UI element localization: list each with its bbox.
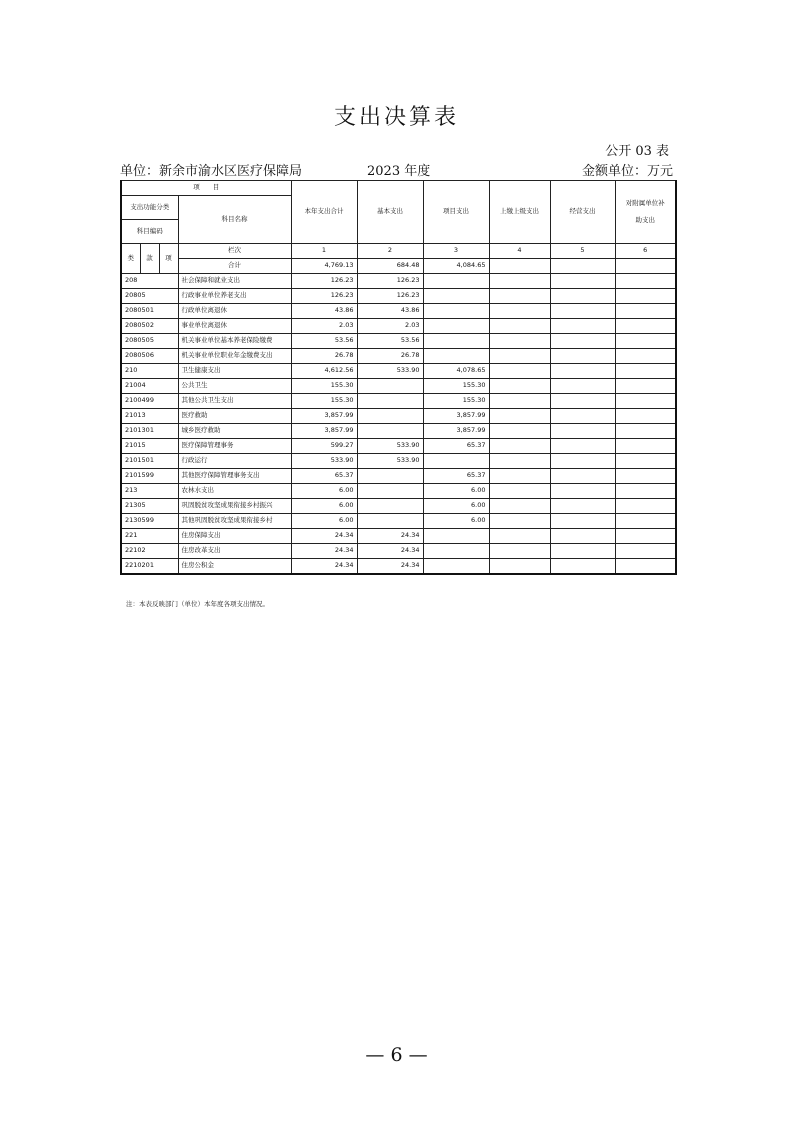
table-row (121, 379, 676, 394)
row-name: 医疗保障管理事务 (178, 439, 291, 454)
row-total: 53.56 (291, 334, 357, 349)
row-subsidy (615, 439, 676, 454)
table-row (121, 469, 676, 484)
row-total: 6.00 (291, 514, 357, 529)
row-project (423, 454, 489, 469)
row-code: 2130599 (121, 514, 178, 529)
row-subsidy (615, 334, 676, 349)
page-number: — 6 — (365, 1044, 428, 1066)
row-code: 210 (121, 364, 178, 379)
table-body (121, 274, 676, 575)
row-name: 机关事业单位职业年金缴费支出 (178, 349, 291, 364)
table-row (121, 289, 676, 304)
header-subject-code: 科目编码 (121, 220, 178, 244)
row-name: 农林水支出 (178, 484, 291, 499)
sum-label: 合计 (178, 259, 291, 274)
row-project (423, 334, 489, 349)
row-total: 599.27 (291, 439, 357, 454)
row-operation (550, 499, 615, 514)
row-total: 24.34 (291, 559, 357, 575)
row-code: 2101501 (121, 454, 178, 469)
row-upper (489, 409, 550, 424)
meta-row (120, 160, 673, 178)
table-row (121, 439, 676, 454)
row-subsidy (615, 364, 676, 379)
row-upper (489, 289, 550, 304)
row-total: 3,857.99 (291, 409, 357, 424)
header-project: 项目支出 (423, 181, 489, 244)
row-upper (489, 529, 550, 544)
row-total: 3,857.99 (291, 424, 357, 439)
row-name: 住房保障支出 (178, 529, 291, 544)
row-total: 43.86 (291, 304, 357, 319)
row-code: 2080502 (121, 319, 178, 334)
row-subsidy (615, 544, 676, 559)
header-item: 项 目 (121, 181, 291, 196)
row-project (423, 349, 489, 364)
row-basic: 43.86 (357, 304, 423, 319)
row-basic (357, 514, 423, 529)
row-code: 2100499 (121, 394, 178, 409)
row-code: 20805 (121, 289, 178, 304)
row-basic (357, 424, 423, 439)
row-basic: 24.34 (357, 529, 423, 544)
header-lei: 类 (121, 244, 140, 274)
header-subsidy-line1: 对附属单位补 (625, 199, 665, 208)
row-upper (489, 394, 550, 409)
row-subsidy (615, 409, 676, 424)
row-operation (550, 514, 615, 529)
row-name: 其他巩固脱贫攻坚成果衔接乡村 (178, 514, 291, 529)
row-code: 2101599 (121, 469, 178, 484)
row-operation (550, 379, 615, 394)
col-num: 5 (550, 244, 615, 259)
row-upper (489, 334, 550, 349)
row-project: 65.37 (423, 469, 489, 484)
row-total: 65.37 (291, 469, 357, 484)
row-name: 社会保障和就业支出 (178, 274, 291, 289)
row-name: 行政单位离退休 (178, 304, 291, 319)
row-project: 3,857.99 (423, 409, 489, 424)
sum-basic: 684.48 (357, 259, 423, 274)
row-project: 6.00 (423, 484, 489, 499)
table-row (121, 529, 676, 544)
row-basic (357, 469, 423, 484)
row-basic: 533.90 (357, 439, 423, 454)
col-num: 3 (423, 244, 489, 259)
row-project: 3,857.99 (423, 424, 489, 439)
row-code: 2080501 (121, 304, 178, 319)
header-func-code: 支出功能分类 (121, 196, 178, 220)
row-basic: 126.23 (357, 289, 423, 304)
row-upper (489, 424, 550, 439)
header-subsidy (615, 181, 676, 244)
row-upper (489, 439, 550, 454)
row-total: 533.90 (291, 454, 357, 469)
row-total: 26.78 (291, 349, 357, 364)
row-subsidy (615, 394, 676, 409)
row-upper (489, 304, 550, 319)
row-total: 4,612.56 (291, 364, 357, 379)
row-project: 6.00 (423, 514, 489, 529)
table-row (121, 364, 676, 379)
row-operation (550, 289, 615, 304)
row-upper (489, 499, 550, 514)
row-project: 155.30 (423, 379, 489, 394)
col-num: 6 (615, 244, 676, 259)
row-operation (550, 409, 615, 424)
row-name: 事业单位离退休 (178, 319, 291, 334)
row-code: 21305 (121, 499, 178, 514)
row-name: 机关事业单位基本养老保险缴费 (178, 334, 291, 349)
row-code: 2210201 (121, 559, 178, 575)
row-project (423, 559, 489, 575)
header-subject-name: 科目名称 (178, 196, 291, 244)
row-total: 155.30 (291, 394, 357, 409)
col-num: 4 (489, 244, 550, 259)
header-upper: 上缴上级支出 (489, 181, 550, 244)
year-label: 2023 年度 (367, 164, 431, 179)
row-operation (550, 469, 615, 484)
table-row (121, 454, 676, 469)
table-row (121, 319, 676, 334)
row-operation (550, 454, 615, 469)
row-upper (489, 379, 550, 394)
row-project (423, 304, 489, 319)
row-upper (489, 514, 550, 529)
col-num: 2 (357, 244, 423, 259)
row-code: 2080506 (121, 349, 178, 364)
row-name: 城乡医疗救助 (178, 424, 291, 439)
row-operation (550, 394, 615, 409)
row-basic: 533.90 (357, 364, 423, 379)
row-basic: 53.56 (357, 334, 423, 349)
header-xiang: 项 (159, 244, 178, 274)
sum-total: 4,769.13 (291, 259, 357, 274)
row-operation (550, 349, 615, 364)
row-operation (550, 274, 615, 289)
row-subsidy (615, 499, 676, 514)
table-note: 注：本表反映部门（单位）本年度各项支出情况。 (126, 600, 269, 608)
row-operation (550, 484, 615, 499)
row-upper (489, 454, 550, 469)
row-upper (489, 469, 550, 484)
table-row (121, 349, 676, 364)
money-unit-label: 金额单位：万元 (581, 164, 673, 179)
row-name: 其他公共卫生支出 (178, 394, 291, 409)
row-code: 21015 (121, 439, 178, 454)
row-upper (489, 544, 550, 559)
row-basic (357, 499, 423, 514)
row-total: 126.23 (291, 274, 357, 289)
table-row (121, 274, 676, 289)
row-subsidy (615, 529, 676, 544)
row-code: 21004 (121, 379, 178, 394)
row-name: 巩固脱贫攻坚成果衔接乡村振兴 (178, 499, 291, 514)
row-code: 213 (121, 484, 178, 499)
unit-label: 单位：新余市渝水区医疗保障局 (120, 164, 303, 179)
table-header (121, 181, 676, 274)
row-operation (550, 334, 615, 349)
row-subsidy (615, 514, 676, 529)
header-subsidy-line2: 助支出 (635, 216, 655, 224)
row-basic (357, 484, 423, 499)
header-total: 本年支出合计 (291, 181, 357, 244)
table-row (121, 499, 676, 514)
form-number: 公开 03 表 (605, 144, 669, 159)
row-subsidy (615, 424, 676, 439)
table-row (121, 514, 676, 529)
row-project (423, 274, 489, 289)
row-name: 卫生健康支出 (178, 364, 291, 379)
row-name: 其他医疗保障管理事务支出 (178, 469, 291, 484)
header-kuan: 款 (140, 244, 159, 274)
row-basic: 2.03 (357, 319, 423, 334)
row-subsidy (615, 454, 676, 469)
row-code: 2101301 (121, 424, 178, 439)
row-total: 24.34 (291, 529, 357, 544)
row-code: 22102 (121, 544, 178, 559)
table-row (121, 334, 676, 349)
row-project (423, 529, 489, 544)
expenditure-table (120, 180, 677, 575)
row-upper (489, 559, 550, 575)
row-name: 医疗救助 (178, 409, 291, 424)
row-name: 行政运行 (178, 454, 291, 469)
row-upper (489, 274, 550, 289)
row-upper (489, 349, 550, 364)
row-total: 126.23 (291, 289, 357, 304)
col-num: 1 (291, 244, 357, 259)
row-total: 6.00 (291, 499, 357, 514)
row-operation (550, 424, 615, 439)
row-operation (550, 529, 615, 544)
row-subsidy (615, 319, 676, 334)
row-basic: 126.23 (357, 274, 423, 289)
table-row (121, 544, 676, 559)
table-row (121, 484, 676, 499)
row-operation (550, 439, 615, 454)
row-operation (550, 364, 615, 379)
row-code: 2080505 (121, 334, 178, 349)
row-operation (550, 304, 615, 319)
row-basic (357, 409, 423, 424)
row-project (423, 289, 489, 304)
page-title: 支出决算表 (333, 105, 459, 130)
row-upper (489, 484, 550, 499)
row-total: 6.00 (291, 484, 357, 499)
table-row (121, 559, 676, 575)
row-project (423, 544, 489, 559)
header-col-label: 栏次 (178, 244, 291, 259)
row-basic: 24.34 (357, 544, 423, 559)
header-basic: 基本支出 (357, 181, 423, 244)
row-subsidy (615, 559, 676, 575)
row-name: 行政事业单位养老支出 (178, 289, 291, 304)
row-project: 6.00 (423, 499, 489, 514)
row-basic: 533.90 (357, 454, 423, 469)
row-basic: 24.34 (357, 559, 423, 575)
row-project: 4,078.65 (423, 364, 489, 379)
row-total: 2.03 (291, 319, 357, 334)
row-operation (550, 319, 615, 334)
row-subsidy (615, 304, 676, 319)
row-project (423, 319, 489, 334)
row-basic (357, 379, 423, 394)
row-subsidy (615, 289, 676, 304)
row-subsidy (615, 469, 676, 484)
row-operation (550, 544, 615, 559)
header-operation: 经营支出 (550, 181, 615, 244)
row-subsidy (615, 484, 676, 499)
row-project: 155.30 (423, 394, 489, 409)
row-name: 住房改革支出 (178, 544, 291, 559)
row-operation (550, 559, 615, 575)
row-name: 公共卫生 (178, 379, 291, 394)
table-row (121, 304, 676, 319)
row-code: 21013 (121, 409, 178, 424)
table-row (121, 424, 676, 439)
row-subsidy (615, 379, 676, 394)
row-code: 208 (121, 274, 178, 289)
row-upper (489, 364, 550, 379)
row-project: 65.37 (423, 439, 489, 454)
row-upper (489, 319, 550, 334)
row-total: 155.30 (291, 379, 357, 394)
row-total: 24.34 (291, 544, 357, 559)
sum-project: 4,084.65 (423, 259, 489, 274)
row-name: 住房公积金 (178, 559, 291, 575)
row-subsidy (615, 349, 676, 364)
row-basic (357, 394, 423, 409)
table-row (121, 394, 676, 409)
row-subsidy (615, 274, 676, 289)
table-row (121, 409, 676, 424)
row-code: 221 (121, 529, 178, 544)
row-basic: 26.78 (357, 349, 423, 364)
